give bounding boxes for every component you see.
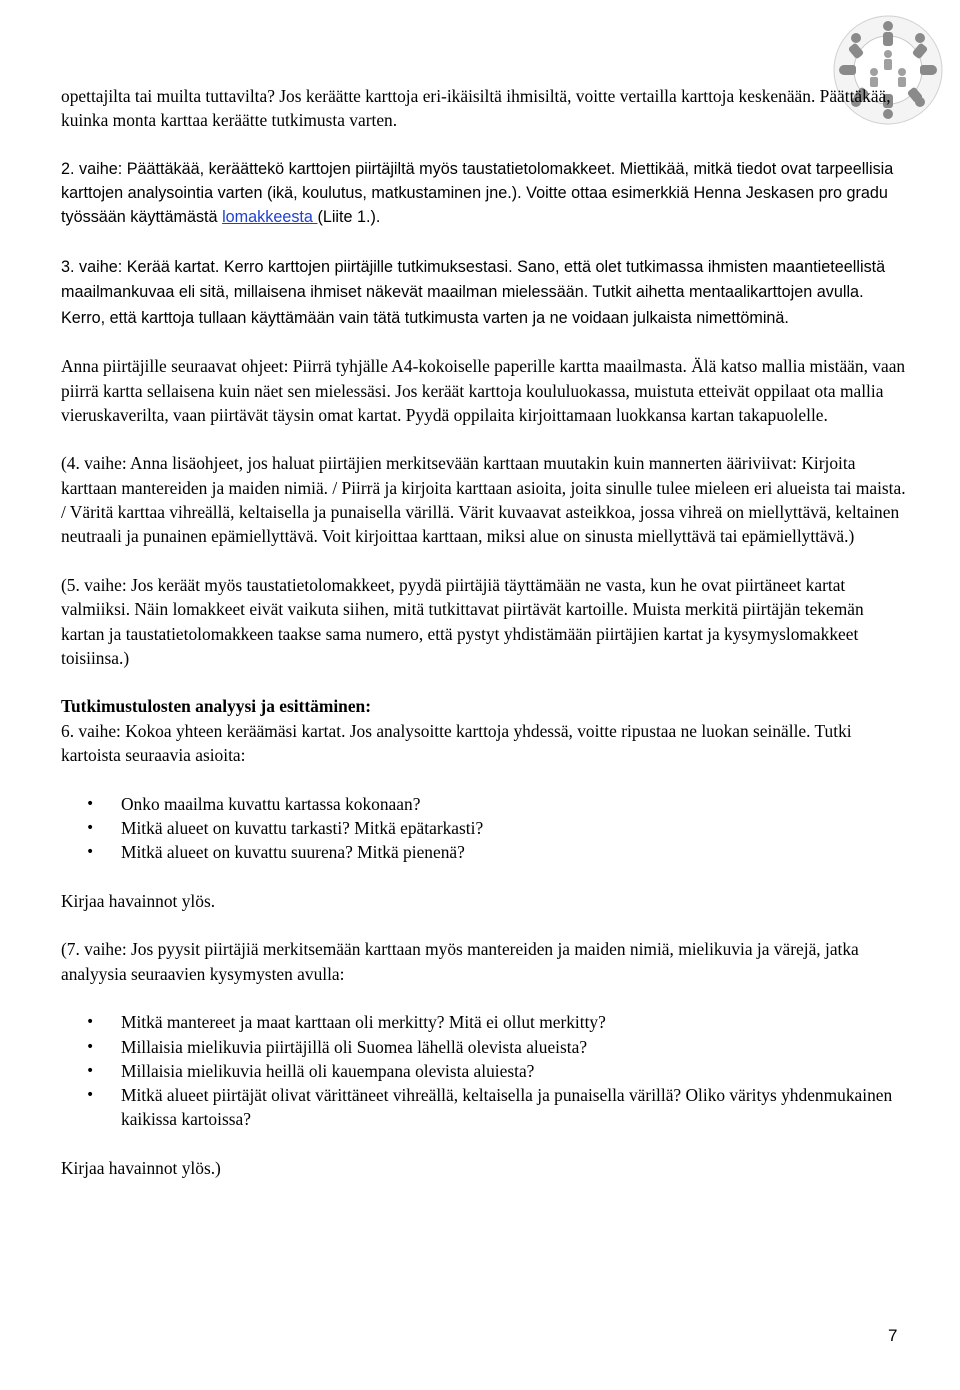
paragraph-3 bbox=[61, 254, 906, 330]
paragraph-2-text: 2. vaihe: Päättäkää, keräättekö karttojen piirtäjiltä myös taustatietolomakkeet. Miettikää, mitkä tiedot ovat tarpeellisia karttojen analysointia varten (ikä, koulutus, matkustaminen jne.). Voitte ottaa esimerkkiä Henna Jeskasen pro gradu työssään käyttämästä bbox=[61, 159, 894, 227]
paragraph-3-middle: Sano, että olet tutkimassa ihmisten maantieteellistä maailmankuvaa eli sitä, millaisena ihmiset näkevät maailman mielessään. Tutkit aihetta mentaalikarttojen avulla. bbox=[61, 258, 886, 302]
list-item: • Onko maailma kuvattu kartassa kokonaan? bbox=[61, 792, 906, 816]
list-item: • Mitkä alueet on kuvattu suurena? Mitkä pienenä? bbox=[61, 840, 906, 864]
analysis-section bbox=[61, 694, 906, 767]
lomakkeesta-link[interactable]: lomakkeesta bbox=[222, 208, 318, 227]
section-heading: Tutkimustulosten analyysi ja esittäminen: bbox=[61, 696, 372, 717]
paragraph-7: (7. vaihe: Jos pyysit piirtäjiä merkitsemään karttaan myös mantereiden ja maiden nimiä, mielikuvia ja värejä, jatka analyysia seuraavien kysymysten avulla: bbox=[61, 939, 859, 984]
paragraph-3-tail: Kerro, että karttoja tullaan käyttämään vain tätä tutkimusta varten ja ne voidaan julkaista nimettöminä. bbox=[61, 308, 789, 327]
paragraph-2-tail: (Liite 1.). bbox=[317, 208, 381, 227]
paragraph-4-text: Anna piirtäjille seuraavat ohjeet: Piirrä tyhjälle A4-kokoiselle paperille kartta maailmasta. Älä katso mallia mistään, vaan piirrä kartta sellaisena kuin näet sen mielessäsi. Jos keräät karttoja koululuokassa, muistuta etteivät oppilaat ota mallia vieruskaverilta, vaan piirtävät täysin omat kartat. Pyydä oppilaita kirjoittamaan luokkansa kartan takapuolelle. bbox=[61, 356, 906, 425]
list-item: • Millaisia mielikuvia piirtäjillä oli Suomea lähellä olevista alueista? bbox=[61, 1035, 906, 1059]
list-item: • Mitkä mantereet ja maat karttaan oli merkitty? Mitä ei ollut merkitty? bbox=[61, 1010, 906, 1034]
section-intro: 6. vaihe: Kokoa yhteen keräämäsi kartat. Jos analysoitte karttoja yhdessä, voitte ripustaa ne luokan seinälle. Tutki kartoista seuraavia asioita: bbox=[61, 720, 852, 766]
paragraph-5-text: (4. vaihe: Anna lisäohjeet, jos haluat piirtäjien merkitsevään karttaan muutakin kuin mannerten ääriviivat: Kirjoita karttaan mantereiden ja maiden nimiä. / Piirrä ja kirjoita karttaan asioita, joita sinulle tulee mieleen eri alueista tai maista. / Väritä karttaa vihreällä, keltaisella ja punaisella värillä. Värit kuvaavat asteikkoa, jossa vihreä on miellyttävä, keltainen neutraali ja punainen epämiellyttävä. Voit kirjoittaa karttaan, miksi alue on sinusta miellyttävä tai epämiellyttävä.) bbox=[61, 453, 906, 547]
paragraph-3-lead: 3. vaihe: Kerää kartat. Kerro karttojen piirtäjille tutkimuksestasi. bbox=[61, 258, 513, 277]
paragraph-4 bbox=[61, 354, 906, 427]
paragraph-5 bbox=[61, 451, 906, 548]
analysis-list-1 bbox=[61, 792, 906, 865]
paragraph-2 bbox=[61, 157, 906, 230]
note-2: Kirjaa havainnot ylös.) bbox=[61, 1158, 221, 1179]
document-body bbox=[61, 84, 906, 1205]
page-number: 7 bbox=[888, 1326, 898, 1345]
paragraph-6 bbox=[61, 573, 906, 670]
analysis-list-2 bbox=[61, 1010, 906, 1131]
paragraph-1 bbox=[61, 84, 906, 133]
note-1: Kirjaa havainnot ylös. bbox=[61, 890, 216, 911]
list-item: • Mitkä alueet piirtäjät olivat värittäneet vihreällä, keltaisella ja punaisella värillä? Oliko väritys yhdenmukainen kaikissa kartoissa? bbox=[61, 1083, 906, 1132]
list-item: • Mitkä alueet on kuvattu tarkasti? Mitkä epätarkasti? bbox=[61, 816, 906, 840]
list-item: • Millaisia mielikuvia heillä oli kauempana olevista aluiesta? bbox=[61, 1059, 906, 1083]
paragraph-6-text: (5. vaihe: Jos keräät myös taustatietolomakkeet, pyydä piirtäjiä täyttämään ne vasta, kun he ovat piirtäneet kartat valmiiksi. Näin lomakkeet eivät vaikuta siihen, mitä tutkittavat piirtävät kartoille. Muista merkitä piirtäjän tekemän kartan ja taustatietolomakkeen taakse sama numero, että pystyt yhdistämään piirtäjien kartat ja kysymyslomakkeet toisiinsa.) bbox=[61, 574, 864, 668]
paragraph-1-text: opettajilta tai muilta tuttavilta? Jos keräätte karttoja eri-ikäisiltä ihmisiltä, voitte vertailla karttoja keskenään. Päättäkää, kuinka monta karttaa keräätte tutkimusta varten. bbox=[61, 86, 891, 131]
